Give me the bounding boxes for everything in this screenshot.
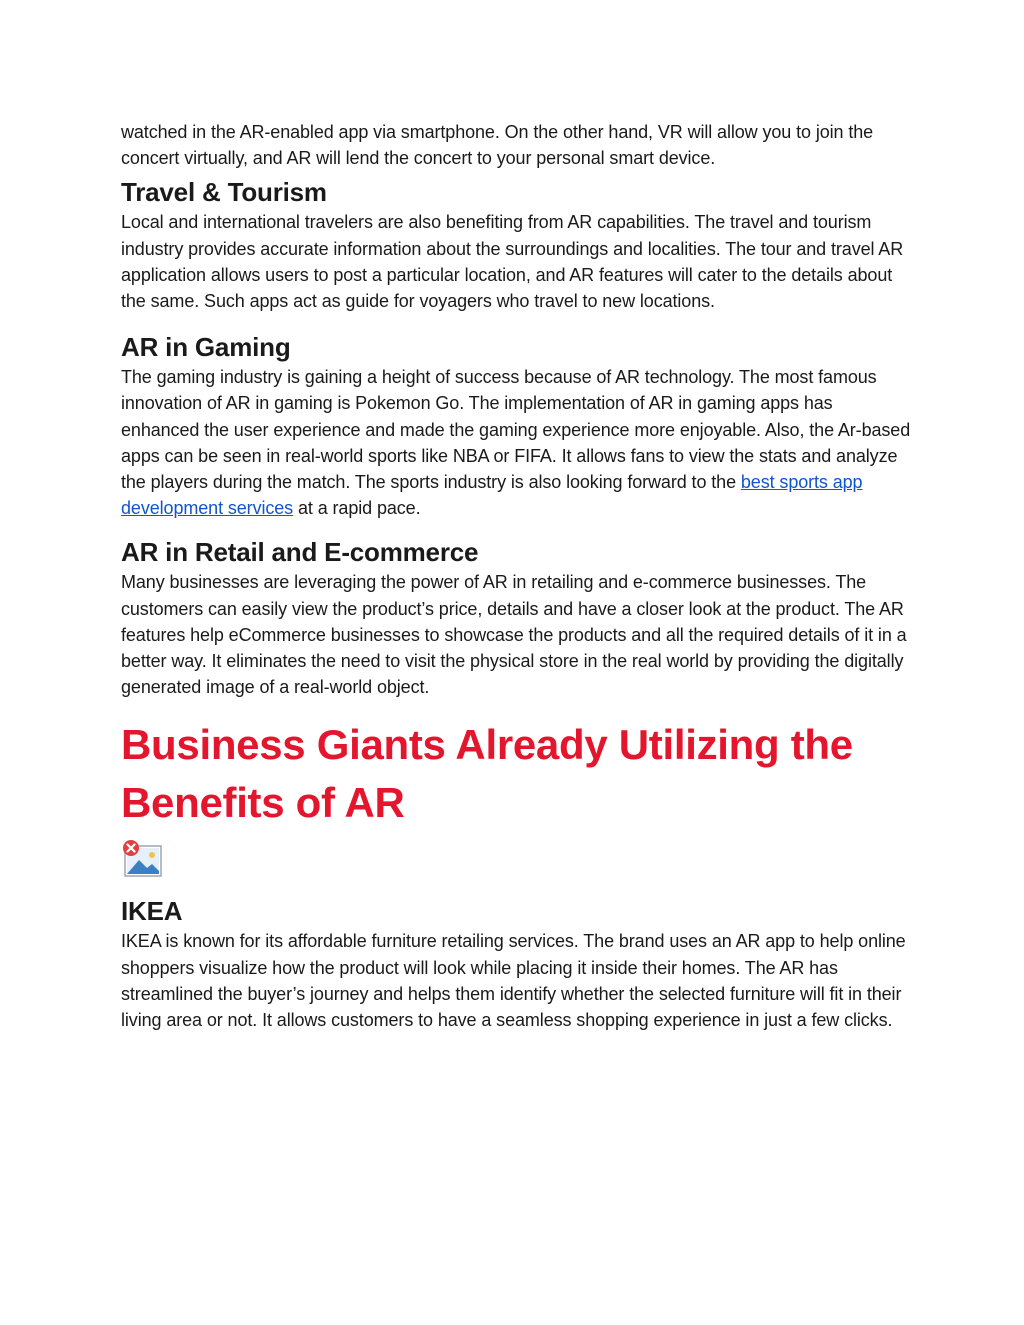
ikea-heading: IKEA <box>121 896 183 927</box>
section-ar-retail <box>121 535 911 700</box>
retail-heading: AR in Retail and E-commerce <box>121 537 479 568</box>
section-travel-tourism <box>121 175 911 314</box>
section-ikea <box>121 894 911 1033</box>
section-ar-gaming <box>121 330 911 521</box>
ikea-paragraph: IKEA is known for its affordable furniture retailing services. The brand uses an AR app to help online shoppers visualize how the product will look while placing it inside their homes. The AR has streamlined the buyer’s journey and helps them identify whether the selected furniture will fit in their living area or not. It allows customers to have a seamless shopping experience in just a few clicks. <box>121 931 906 1031</box>
travel-paragraph: Local and international travelers are also benefiting from AR capabilities. The travel and tourism industry provides accurate information about the surroundings and localities. The tour and travel AR application allows users to post a particular location, and AR features will cater to the details about the same. Such apps act as guide for voyagers who travel to new locations. <box>121 212 904 312</box>
section-business-giants <box>121 716 911 882</box>
gaming-text-before-link: The gaming industry is gaining a height of success because of AR technology. The most famous innovation of AR in gaming is Pokemon Go. The implementation of AR in gaming apps has enhanced the user experience and made the gaming experience more enjoyable. Also, the Ar-based apps can be seen in real-world sports like NBA or FIFA. It allows fans to view the stats and analyze the players during the match. The sports industry is also looking forward to the <box>121 367 911 493</box>
sports-app-link[interactable]: best sports app development services <box>121 472 863 519</box>
business-giants-heading: Business Giants Already Utilizing the Benefits of AR <box>121 721 853 827</box>
document-page <box>121 119 911 1033</box>
broken-image-icon <box>121 838 165 882</box>
gaming-text-after-link: at a rapid pace. <box>293 498 421 519</box>
travel-heading: Travel & Tourism <box>121 177 327 208</box>
gaming-heading: AR in Gaming <box>121 332 291 363</box>
gaming-paragraph <box>121 364 911 521</box>
retail-paragraph: Many businesses are leveraging the power of AR in retailing and e-commerce businesses. The customers can easily view the product’s price, details and have a closer look at the product. The AR features help eCommerce businesses to showcase the products and all the required details of it in a better way. It eliminates the need to visit the physical store in the real world by providing the digitally generated image of a real-world object. <box>121 572 907 698</box>
intro-paragraph: watched in the AR-enabled app via smartphone. On the other hand, VR will allow you to join the concert virtually, and AR will lend the concert to your personal smart device. <box>121 122 874 169</box>
